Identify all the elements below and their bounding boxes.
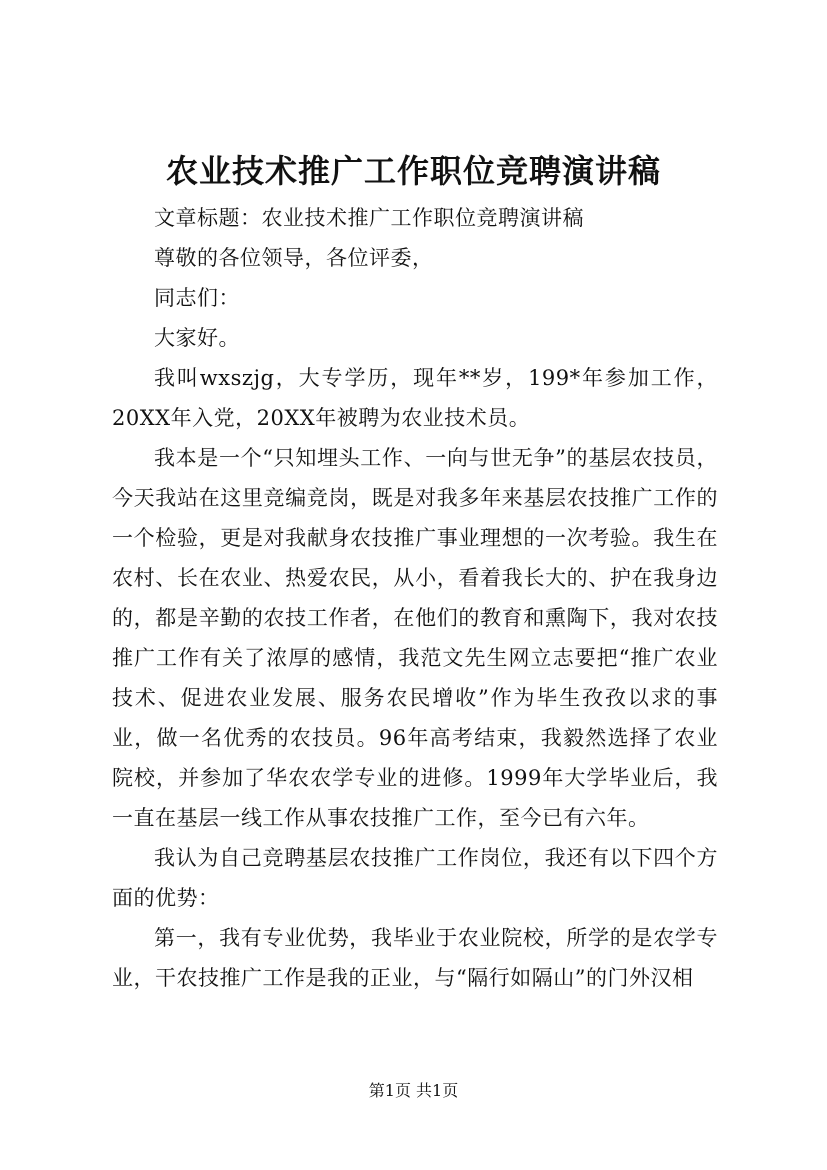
page-footer: 第1页 共1页 xyxy=(368,1081,459,1100)
paragraph: 我本是一个“只知埋头工作、一向与世无争”的基层农技员，今天我站在这里竞编竞岗，既是对我多年来基层农技推广工作的一个检验，更是对我献身农技推广事业理想的一次考验。我生在农村、长在农业、热爱农民，从小，看着我长大的、护在我身边的，都是辛勤的农技工作者，在他们的教育和熏陶下，我对农技推广工作有关了浓厚的感情，我范文先生网立志要把“推广农业技术、促进农业发展、服务农民增收”作为毕生孜孜以求的事业，做一名优秀的农技员。96年高考结束，我毅然选择了农业院校，并参加了华农农学专业的进修。1999年大学毕业后，我一直在基层一线工作从事农技推广工作，至今已有六年。 xyxy=(112,446,718,830)
paragraph: 同志们： xyxy=(154,286,240,310)
paragraph: 大家好。 xyxy=(154,326,240,350)
document-body xyxy=(112,198,718,998)
paragraph: 文章标题：农业技术推广工作职位竞聘演讲稿 xyxy=(154,206,584,230)
paragraph: 尊敬的各位领导，各位评委， xyxy=(154,246,434,270)
paragraph: 我认为自己竞聘基层农技推广工作岗位，我还有以下四个方面的优势： xyxy=(112,846,718,910)
paragraph: 第一，我有专业优势，我毕业于农业院校，所学的是农学专业，干农技推广工作是我的正业，与“隔行如隔山”的门外汉相 xyxy=(112,926,718,990)
paragraph: 我叫wxszjg，大专学历，现年**岁，199*年参加工作，20XX年入党，20XX年被聘为农业技术员。 xyxy=(112,366,718,430)
document-title: 农业技术推广工作职位竞聘演讲稿 xyxy=(165,152,661,190)
